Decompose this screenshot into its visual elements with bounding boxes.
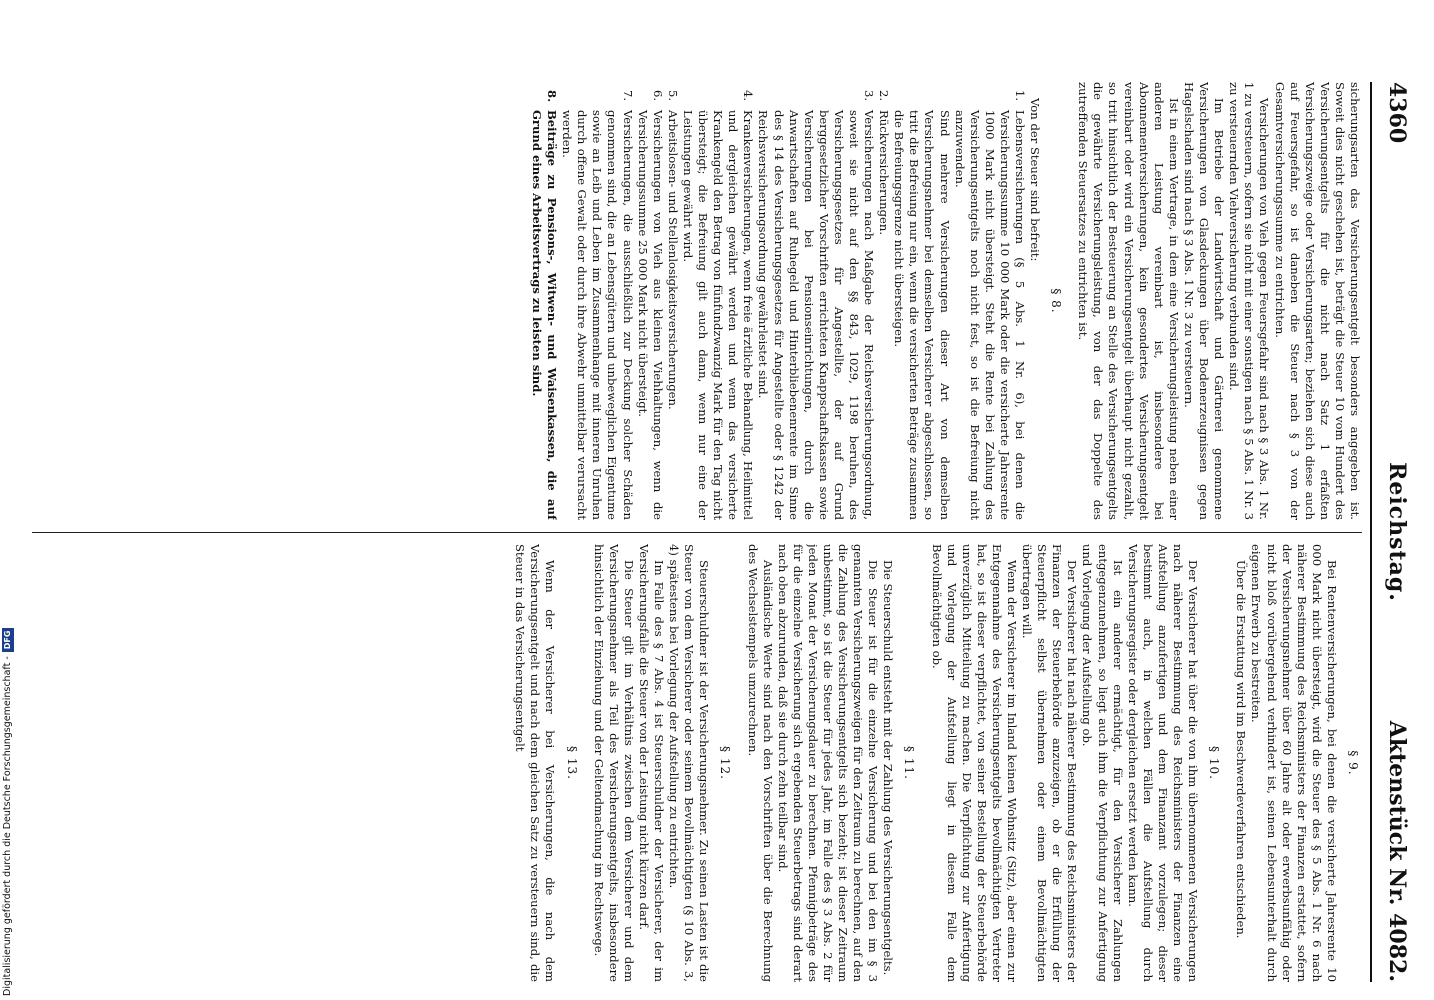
item-text: Arbeitslosen- und Stellenlosigkeitsversicherungen. (665, 110, 680, 410)
item-number: 7. (620, 90, 635, 102)
list-item (680, 82, 755, 520)
item-text: Sind mehrere Versicherungen dieser Art von demselben Versicherungsnehmer bei demselben Versicherer abgeschlossen, so tritt die Befreiung nur ein, wenn die versicherten Beträge zusammen die Befreiungsgrenze nicht übersteigen. (892, 110, 952, 520)
paragraph: Im Falle des § 7 Abs. 4 ist Steuerschuldner der Versicherer, der im Versicherungsfalle die Steuer von der Leistung nicht kürzen darf. (636, 544, 667, 982)
list-item (876, 82, 891, 520)
list-item (755, 82, 876, 520)
paragraph: sicherungsarten das Versicherungsentgelt besonders angegeben ist. Soweit dies nicht geschehen ist, beträgt die Steuer 10 vom Hundert des Versicherungsentgelts für die nicht nach Satz 1 erfaßten Versicherungszweige oder Versicherungsarten; beziehen sich diese auch auf Feuersgefahr, so ist daneben die Steuer nach § 3 von der Gesamtversicherungssumme zu entrichten. (1272, 82, 1362, 520)
page-number: 4360 (1384, 82, 1410, 144)
paragraph: Versicherungen von Vieh gegen Feuersgefahr sind nach § 3 Abs. 1 Nr. 1 zu versteuern, sofern sie nicht mit einer sonstigen nach § 5 Abs. 1 Nr. 3 zu versteuernden Viehversicherung verbunden sind. (1227, 82, 1272, 520)
dfg-logo: DFG (2, 628, 14, 653)
paragraph: Wenn der Versicherer bei Versicherungen, die nach dem Versicherungsentgelt und nach dem gleichen Satz zu versteuern sind, die Steuer in das Versicherungsentgelt (513, 544, 558, 982)
paragraph: Die Steuerschuld entsteht mit der Zahlung des Versicherungsentgelts. (881, 560, 896, 976)
item-number: 6. (650, 90, 665, 102)
item-number: 5. (665, 90, 680, 102)
column-divider (32, 532, 1362, 533)
section-heading-12: § 12. (718, 746, 733, 780)
item-text: Versicherungen, die ausschließlich zur Deckung solcher Schäden genommen sind, die an Lebensgütern und unbeweglichen Eigentume sowie an Leib und Leben im Zusammenhange mit inneren Unruhen durch offene Gewalt oder durch ihre Abwehr unmittelbar verursacht werden. (560, 110, 635, 520)
list-item (635, 82, 665, 520)
item-text: Krankenversicherungen, wenn freie ärztliche Behandlung, Heilmittel und dergleichen gewährt werden und wenn das versicherte Krankengeld den Betrag von fünfundzwanzig Mark für den Tag nicht übersteigt; die Befreiung gilt auch dann, wenn nur eine der Leistungen gewährt wird. (680, 110, 756, 520)
left-column (32, 82, 1362, 520)
page-title: Reichstag. (1384, 462, 1410, 602)
item-number: 2. (877, 90, 892, 102)
list-item (665, 82, 680, 520)
paragraph: Der Versicherer hat nach näherer Bestimmung des Reichsministers der Finanzen der Steuerbehörde anzuzeigen, ob er die Erfüllung der Steuerpflicht selbst übernehmen oder einem Bevollmächtigten übertragen will. (1020, 544, 1080, 982)
right-column (32, 544, 1362, 982)
item-text: Rückversicherungen. (877, 110, 892, 236)
paragraph: Von der Steuer sind befreit: (1028, 98, 1043, 262)
paragraph: Im Betriebe der Landwirtschaft und Gärtnerei genommene Versicherungen von Glasdeckungen über Bodenerzeugnissen gegen Hagelschaden sind nach § 3 Abs. 1 Nr. 3 zu versteuern. (1181, 82, 1227, 520)
paragraph: Steuerschuldner ist der Versicherungsnehmer. Zu seinen Lasten ist die Steuer von dem Versicherer oder seinem Bevollmächtigten (§ 10 Abs. 3, 4) spätestens bei Vorlegung der Aufstellung zu entrichten. (667, 544, 712, 982)
page-header (1378, 82, 1414, 982)
paragraph: Die Steuer gilt im Verhältnis zwischen dem Versicherer und dem Versicherungsnehmer als Teil des Versicherungsentgelts, insbesondere hinsichtlich der Einziehung und der Geltendmachung im Rechtswege. (591, 544, 636, 982)
header-rule (1370, 82, 1372, 982)
digitization-credit (2, 6, 14, 996)
list-item (891, 82, 951, 520)
section-heading-10: § 10. (1207, 746, 1222, 780)
item-text: Lebensversicherungen (§ 5 Abs. 1 Nr. 6), bei denen die Versicherungssumme 10 000 Mark oder die versicherte Jahresrente 1000 Mark nicht übersteigt. Steht die Rente bei Zahlung des Versicherungsentgelts noch nicht fest, so ist die Befreiung nicht anzuwenden. (952, 110, 1028, 520)
section-heading-9: § 9. (1346, 750, 1360, 776)
paragraph: Die Steuer ist für die einzelne Versicherung und bei den im § 3 genannten Versicherungszweigen für den Zeitraum zu berechnen, auf den die Zahlung des Versicherungsentgelts sich bezieht; ist dieser Zeitraum unbestimmt, so ist die Steuer für jedes Jahr, im Falle des § 3 Abs. 2 für jeden Monat der Versicherungsdauer zu berechnen. Pfennigbeträge des für die einzelne Versicherung sich ergebenden Steuerbetrags sind derart nach oben abzurunden, daß sie durch zehn teilbar sind. (775, 544, 881, 982)
paragraph: Wenn der Versicherer im Inland keinen Wohnsitz (Sitz), aber einen zur Entgegennahme des Versicherungsentgelts bevollmächtigten Vertreter hat, so ist dieser verpflichtet, von seiner Bestellung der Steuerbehörde unverzüglich Mitteilung zu machen. Die Verpflichtung zur Anfertigung und Vorlegung der Aufstellung liegt in diesem Falle dem Bevollmächtigten ob. (929, 544, 1020, 982)
item-number: 1. (1013, 90, 1028, 102)
item-text: Beiträge zu Pensions-, Witwen- und Waisenkassen, die auf Grund eines Arbeitsvertrags zu leisten sind. (530, 110, 560, 520)
section-heading-8: § 8. (1049, 288, 1064, 314)
list-item (559, 82, 634, 520)
list-item (952, 82, 1027, 520)
paragraph: Ausländische Werte sind nach den Vorschriften über die Berechnung des Wechselstempels umzurechnen. (745, 544, 775, 982)
paragraph: Ist in einem Vertrage, in dem eine Versicherungsleistung neben einer anderen Leistung vereinbart ist, insbesondere bei Abonnementversicherungen, kein gesondertes Versicherungsentgelt vereinbart oder wird ein Versicherungsentgelt überhaupt nicht gezahlt, so tritt hinsichtlich der Besteuerung an Stelle des Versicherungsentgelts die gewährte Versicherungsleistung, von der das Doppelte des zutreffenden Steuersatzes zu entrichten ist. (1076, 82, 1181, 520)
list-item (529, 82, 559, 520)
paragraph: Ist ein anderer ermächtigt, für den Versicherer Zahlungen entgegenzunehmen, so liegt auch ihm die Verpflichtung zur Anfertigung und Vorlegung der Aufstellung ob. (1080, 544, 1125, 982)
paragraph: Der Versicherer hat über die von ihm übernommenen Versicherungen nach näherer Bestimmung des Reichsministers der Finanzen eine Aufstellung anzufertigen und dem Finanzamt vorzulegen; dieser bestimmt auch, in welchen Fällen die Aufstellung durch Versicherungsregister oder dergleichen ersetzt werden kann. (1125, 544, 1201, 982)
credit-text: Digitalisierung gefördert durch die Deutsche Forschungsgemeinschaft - (2, 656, 13, 996)
paragraph: Über die Erstattung wird im Beschwerdeverfahren entschieden. (1234, 560, 1249, 939)
item-text: Versicherungen von Vieh aus kleinen Viehhaltungen, wenn die Versicherungssumme 25 000 Mark nicht übersteigt. (635, 110, 665, 520)
section-heading-13: § 13. (564, 746, 579, 780)
item-text: Versicherungen nach Maßgabe der Reichsversicherungsordnung, soweit sie nicht auf den §§ 843, 1029, 1198 beruhen, des Versicherungsgesetzes für Angestellte, der auf Grund berggesetzlicher Vorschriften errichteten Knappschaftskassen sowie Versicherungen bei Pensionseinrichtungen, durch die Anwartschaften auf Ruhegeld und Hinterbliebenenrente im Sinne des § 14 des Versicherungsgesetzes für Angestellte oder § 1242 der Reichsversicherungsordnung gewährleistet sind. (756, 110, 877, 520)
item-number: 4. (741, 90, 756, 102)
document-number: Aktenstück Nr. 4082. (1384, 720, 1410, 982)
item-number: 3. (862, 90, 877, 102)
item-number: 8. (545, 90, 560, 103)
paragraph: Bei Rentenversicherungen, bei denen die versicherte Jahresrente 10 000 Mark nicht übersteigt, wird die Steuer des § 5 Abs. 1 Nr. 6 nach näherer Bestimmung des Reichsministers der Finanzen erstattet, sofern der Versicherungsnehmer über 60 Jahre alt oder erwerbsunfähig oder nicht bloß vorübergehend verhindert ist, seinen Lebensunterhalt durch eigenen Erwerb zu bestreiten. (1249, 544, 1339, 982)
exemption-list (529, 82, 1027, 520)
section-heading-11: § 11. (902, 746, 917, 780)
